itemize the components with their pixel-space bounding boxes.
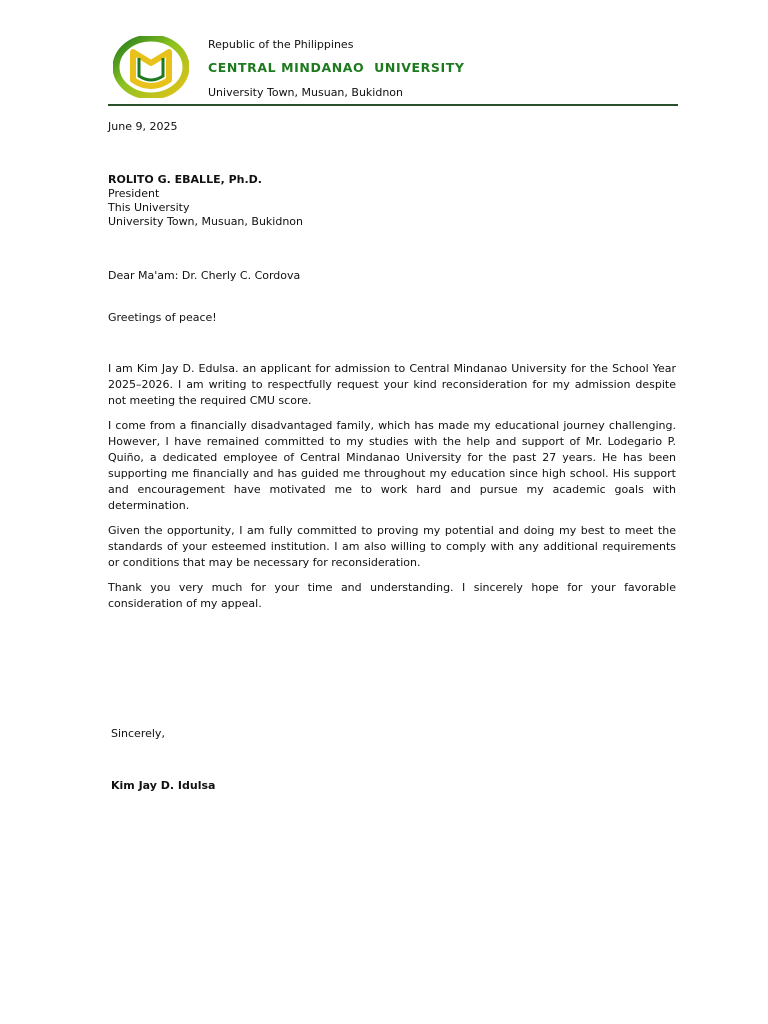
salutation: Dear Ma'am: Dr. Cherly C. Cordova <box>108 269 301 282</box>
recipient-name: ROLITO G. EBALLE, Ph.D. <box>108 173 262 186</box>
recipient-address: University Town, Musuan, Bukidnon <box>108 215 303 228</box>
letterhead-address: University Town, Musuan, Bukidnon <box>208 86 403 99</box>
body-paragraph-4: Thank you very much for your time and understanding. I sincerely hope for your favorable consideration of my appeal. <box>108 581 676 610</box>
letterhead-university-name: CENTRAL MINDANAO UNIVERSITY <box>208 60 465 75</box>
closing: Sincerely, <box>111 727 165 740</box>
recipient-title: President <box>108 187 160 200</box>
greeting: Greetings of peace! <box>108 311 217 324</box>
letter-date: June 9, 2025 <box>108 120 178 133</box>
cmu-seal-icon <box>113 36 189 98</box>
signatory-name: Kim Jay D. Idulsa <box>111 779 216 792</box>
body-paragraph-2: I come from a financially disadvantaged family, which has made my educational journey challenging. However, I have remained committed to my studies with the help and support of Mr. Lodegario P. Quiño, a dedicated employee of Central Mindanao University for the past 27 years. He has been supporting me financially and has guided me throughout my education since high school. His support and encouragement have motivated me to work hard and pursue my academic goals with determination. <box>108 419 676 512</box>
body-paragraph-3: Given the opportunity, I am fully committed to proving my potential and doing my best to meet the standards of your esteemed institution. I am also willing to comply with any additional requirements or conditions that may be necessary for reconsideration. <box>108 524 676 569</box>
recipient-org: This University <box>108 201 190 214</box>
letterhead-republic: Republic of the Philippines <box>208 38 354 51</box>
body-paragraph-1: I am Kim Jay D. Edulsa. an applicant for admission to Central Mindanao University for the School Year 2025–2026. I am writing to respectfully request your kind reconsideration for my admission despite not meeting the required CMU score. <box>108 362 676 407</box>
letterhead-divider <box>108 104 678 106</box>
